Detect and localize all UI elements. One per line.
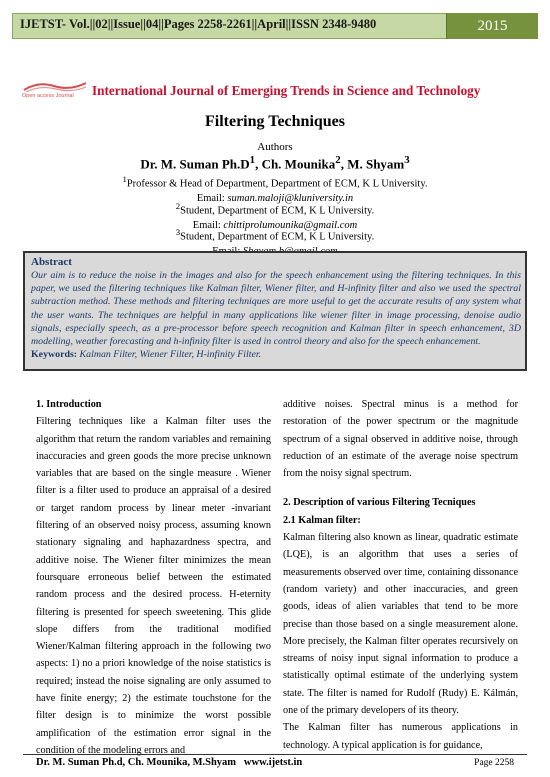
journal-name: International Journal of Emerging Trends in Science and Technology <box>92 83 481 98</box>
keywords <box>31 349 521 360</box>
affiliation-sup: 2 <box>175 201 181 211</box>
right-column <box>283 396 518 754</box>
email-label: Email: <box>196 192 228 204</box>
footer-authors <box>36 757 302 768</box>
abstract-text: Our aim is to reduce the noise in the images and also for the speech enhancement using the filtering techniques. In this paper, we used the filtering techniques like Kalman filter, Wiener filter, and H-infinity filter and also we used the spectral subtraction method. These methods and filtering techniques are more useful to get the accurate results of any system what the user wants. The techniques are helpful in many applications like wiener filter in image processing, denoise audio signals, especially speech, as a pre-processor before speech recognition and Kalman filter in speech enhancement, 3D modelling, weather forecasting and h-infinity filter is used in control theory and also for the speech enhancement. <box>31 270 521 348</box>
author-sup: 2 <box>335 154 341 166</box>
journal-logo-icon <box>20 80 90 94</box>
affiliation-text: Professor & Head of Department, Department of ECM, K L University. <box>126 178 428 190</box>
section-heading-introduction: 1. Introduction <box>36 399 102 410</box>
author-name: Dr. M. Suman Ph.D <box>140 156 250 172</box>
abstract-box <box>23 251 527 371</box>
footer-divider <box>23 754 527 755</box>
affiliation-text: Student, Department of ECM, K L University. <box>180 231 375 243</box>
introduction-continued-text: additive noises. Spectral minus is a method for restoration of the power spectrum or the magnitude spectrum of a signal observed in additive noise, through reduction of an estimate of the average noise spectrum from the noisy signal spectrum. <box>283 399 518 480</box>
affiliation-sup: 3 <box>175 227 181 237</box>
affiliation-sup: 1 <box>122 174 127 184</box>
footer-page-number: Page 2258 <box>474 758 514 768</box>
authors-label: Authors <box>257 141 293 153</box>
author-sup: 1 <box>249 154 256 166</box>
email-label: Email: <box>192 219 224 231</box>
kalman-text-2: The Kalman filter has numerous applications in technology. A typical application is for guidance, <box>283 722 518 751</box>
kalman-text: Kalman filtering also known as linear, quadratic estimate (LQE), is an algorithm that uses a series of measurements observed over time, containing dissonance (random variety) and other inaccuracies, and green goods, ideas of alien variables that tend to be more precise than those based on a single measurement alone. More precisely, the Kalman filter operates recursively on streams of noisy input signal information to produce a statistically optimal estimate of the underlying system state. The filter is named for Rudolf (Rudy) E. Kálmán, one of the primary developers of its theory. <box>283 532 518 717</box>
author-name: Ch. Mounika <box>261 156 336 172</box>
subsection-heading-kalman: 2.1 Kalman filter: <box>283 514 361 526</box>
introduction-text: Filtering techniques like a Kalman filter uses the algorithm that return the random variables and remaining inaccuracies and green goods the more precise unknown variables that are based on the single measure . Wiener filter is a filter used to produce an appraisal of a desired or target random process by linear meter -invariant filtering of an observed noisy process, assuming known stationary signaling and haphazardness spectra, and additive noise. The Wiener filter minimizes the mean foursquare erroneous belief between the estimated random process and the desired process. H-eternity filtering is presented for speech sweetening. This glide slope differs from the traditional modified Wiener/Kalman filtering approach in the following two aspects: 1) no a priori knowledge of the noise statistics is required; instead the noise signaling are only assumed to have finite energy; 2) the estimate touchstone for the filter design is to minimize the worst possible amplification of the estimation error signal in the condition of the modeling errors and <box>36 416 271 756</box>
paper-title: Filtering Techniques <box>204 113 346 130</box>
author-sep: , <box>255 156 262 172</box>
author-sep: , <box>340 156 348 172</box>
header-year: 2015 <box>446 13 538 39</box>
keywords-text: Kalman Filter, Wiener Filter, H-infinity Filter. <box>79 349 262 361</box>
section-heading-description: 2. Description of various Filtering Tecniques <box>283 497 476 509</box>
logo-caption: Open access Journal <box>22 93 74 99</box>
footer-website-link[interactable]: www.ijetst.in <box>243 757 303 768</box>
author-name: M. Shyam <box>347 156 405 172</box>
keywords-label: Keywords: <box>31 349 78 361</box>
author-sup: 3 <box>404 154 410 166</box>
email-link[interactable]: chittiprolumounika@gmail.com <box>223 219 358 231</box>
affiliation-text: Student, Department of ECM, K L University. <box>180 205 375 217</box>
email-link[interactable]: suman.maloji@kluniversity.in <box>227 192 354 204</box>
header-citation: IJETST- Vol.||02||Issue||04||Pages 2258-2261||April||ISSN 2348-9480 <box>20 17 377 31</box>
author-names <box>0 154 550 172</box>
footer-author-list: Dr. M. Suman Ph.d, Ch. Mounika, M.Shyam <box>36 757 237 768</box>
abstract-heading: Abstract <box>31 256 72 268</box>
left-column <box>36 396 271 759</box>
